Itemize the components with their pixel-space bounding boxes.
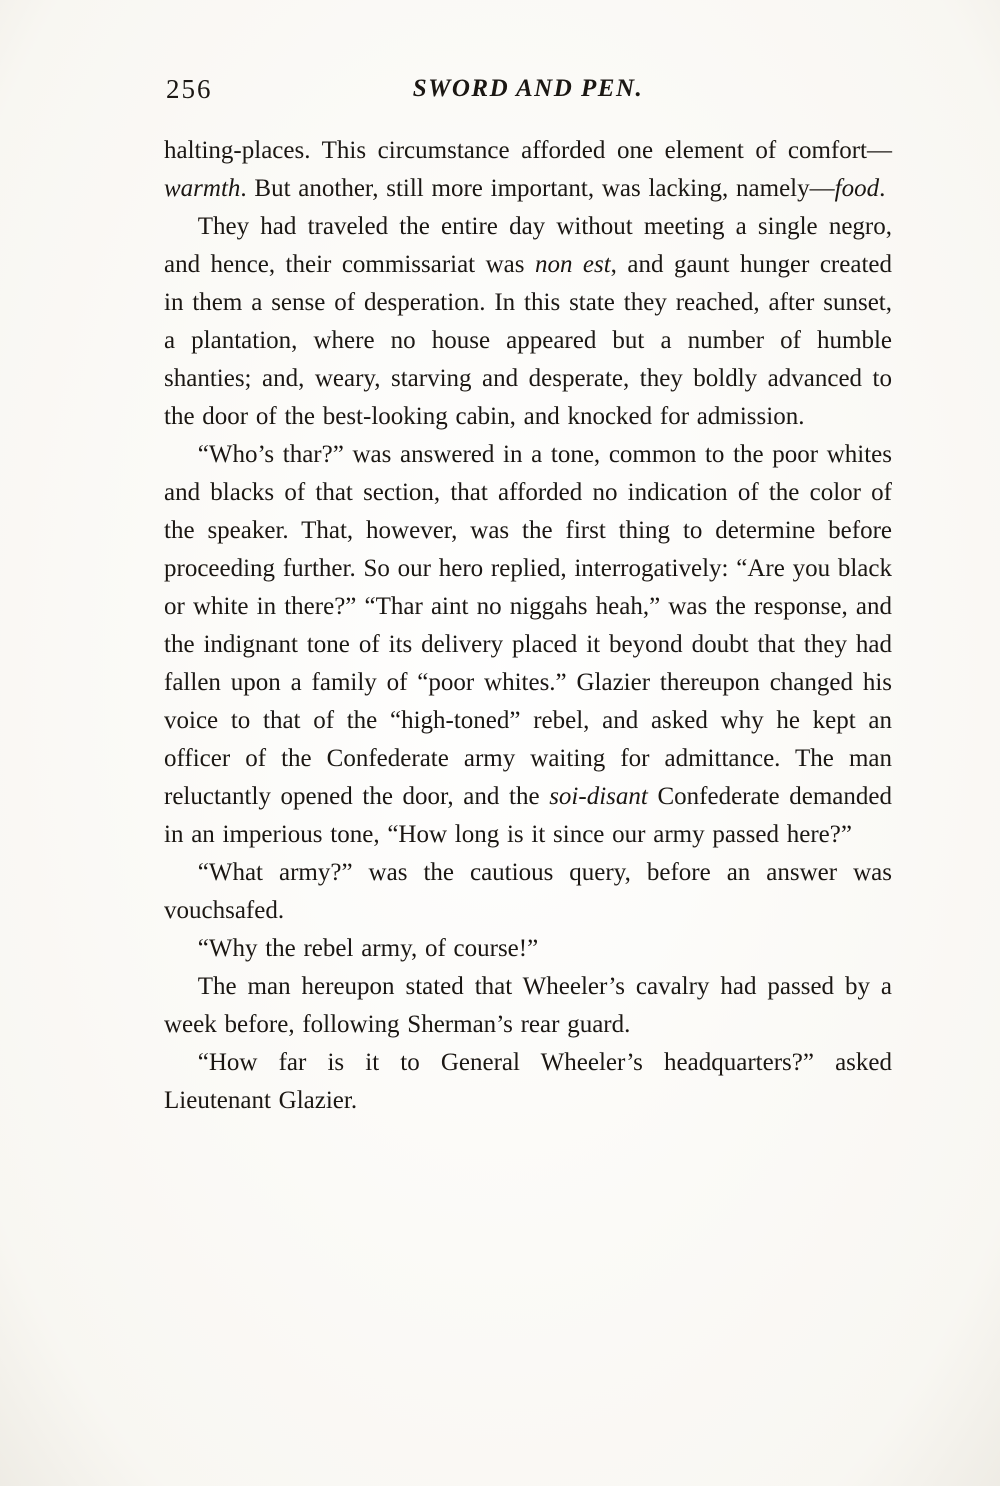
text-run: “Who’s thar?” was answered in a tone, common to the poor whites and blacks of that section, that afforded no indication of the color of the speaker. That, however, was the first thing to determine before proceeding further. So our hero replied, interrogatively: “Are you black or white in there?” “Thar aint no niggahs heah,” was the response, and the indignant tone of its delivery placed it beyond doubt that they had fallen upon a family of “poor whites.” Glazier thereupon changed his voice to that of the “high-toned” rebel, and asked why he kept an officer of the Confederate army waiting for admittance. The man reluctantly opened the door, and the [164, 441, 892, 810]
text-run: halting-places. This circumstance afforded one element of comfort— [164, 137, 892, 164]
text-run: “What army?” was the cautious query, before an answer was vouchsafed. [164, 859, 892, 924]
paragraph [164, 436, 892, 854]
paragraph [164, 208, 892, 436]
paragraph [164, 854, 892, 930]
text-column [164, 72, 892, 1120]
page-header [164, 72, 892, 108]
text-run: “Why the rebel army, of course!” [197, 935, 539, 962]
text-run: The man hereupon stated that Wheeler’s cavalry had passed by a week before, following Sherman’s rear guard. [164, 973, 892, 1038]
italic-text-run: non est [534, 251, 611, 278]
text-run: . [879, 175, 886, 202]
text-run: . But another, still more important, was lacking, namely— [240, 175, 835, 202]
paragraph [164, 132, 892, 208]
paragraph [164, 930, 892, 968]
page-number: 256 [166, 74, 213, 104]
text-run: They had traveled the entire day without meeting a single negro, and hence, their commissariat was [164, 213, 892, 278]
italic-text-run: soi-disant [549, 783, 648, 810]
paragraph [164, 968, 892, 1044]
text-run: , and gaunt hunger created in them a sense of desperation. In this state they reached, after sunset, a plantation, where no house appeared but a number of humble shanties; and, weary, starving and desperate, they boldly advanced to the door of the best-looking cabin, and knocked for admission. [164, 251, 892, 430]
text-run: “How far is it to General Wheeler’s headquarters?” asked Lieutenant Glazier. [164, 1049, 892, 1114]
body-text [164, 132, 892, 1120]
italic-text-run: food [834, 175, 880, 202]
paragraph [164, 1044, 892, 1120]
italic-text-run: warmth [164, 175, 241, 202]
running-title: SWORD AND PEN. [412, 75, 644, 102]
text-run: Confederate demanded in an imperious tone, “How long is it since our army passed here?” [164, 783, 893, 848]
